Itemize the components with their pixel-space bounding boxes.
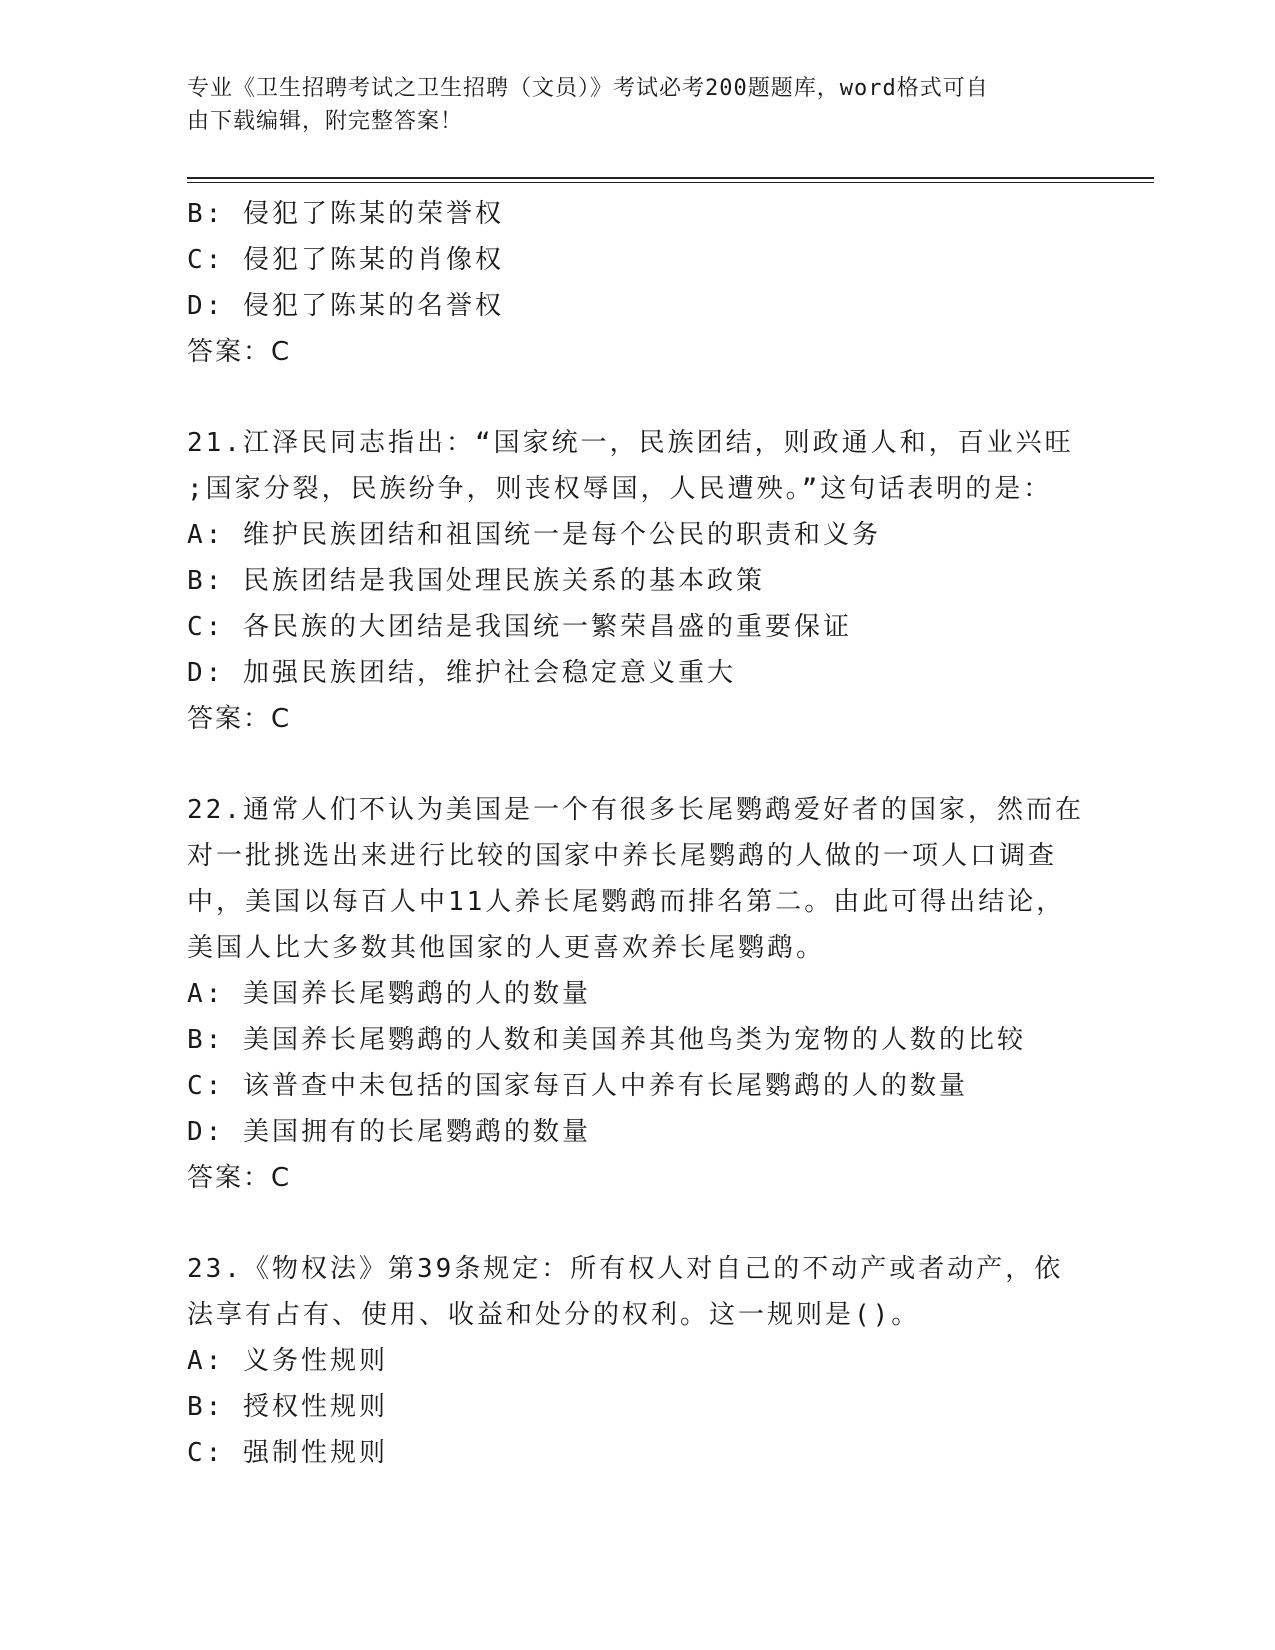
question-content (187, 191, 1087, 1476)
header-line-1: 专业《卫生招聘考试之卫生招聘（文员）》考试必考200题题库，word格式可自 (187, 76, 989, 101)
option-a: A: 义务性规则 (187, 1346, 388, 1376)
question-stem-line: 法享有占有、使用、收益和处分的权利。这一规则是()。 (187, 1300, 921, 1330)
question-stem-line: ;国家分裂，民族纷争，则丧权辱国，人民遭殃。”这句话表明的是： (187, 474, 1053, 504)
question-block-21 (187, 420, 1087, 742)
header-divider-thin (187, 182, 1154, 183)
option-c: C: 强制性规则 (187, 1438, 388, 1468)
question-stem-line: 对一批挑选出来进行比较的国家中养长尾鹦鹉的人做的一项人口调查 (187, 841, 1058, 871)
option-d: D: 美国拥有的长尾鹦鹉的数量 (187, 1117, 591, 1147)
header-divider (187, 177, 1154, 179)
option-d: D: 侵犯了陈某的名誉权 (187, 291, 504, 321)
option-a: A: 维护民族团结和祖国统一是每个公民的职责和义务 (187, 520, 881, 550)
question-stem-line: 23.《物权法》第39条规定：所有权人对自己的不动产或者动产，依 (187, 1254, 1064, 1284)
spacer (187, 1201, 1087, 1246)
option-d: D: 加强民族团结，维护社会稳定意义重大 (187, 658, 736, 688)
option-b: B: 侵犯了陈某的荣誉权 (187, 199, 504, 229)
option-c: C: 各民族的大团结是我国统一繁荣昌盛的重要保证 (187, 612, 852, 642)
option-a: A: 美国养长尾鹦鹉的人的数量 (187, 979, 591, 1009)
option-b: B: 美国养长尾鹦鹉的人数和美国养其他鸟类为宠物的人数的比较 (187, 1025, 1026, 1055)
option-c: C: 该普查中未包括的国家每百人中养有长尾鹦鹉的人的数量 (187, 1071, 968, 1101)
option-c: C: 侵犯了陈某的肖像权 (187, 245, 504, 275)
answer-line: 答案：C (187, 337, 292, 367)
question-stem-line: 22.通常人们不认为美国是一个有很多长尾鹦鹉爱好者的国家，然而在 (187, 795, 1084, 825)
answer-line: 答案：C (187, 1163, 292, 1193)
document-header (187, 72, 1067, 138)
spacer (187, 375, 1087, 420)
spacer (187, 742, 1087, 787)
option-b: B: 民族团结是我国处理民族关系的基本政策 (187, 566, 765, 596)
question-stem-line: 21.江泽民同志指出：“国家统一，民族团结，则政通人和，百业兴旺 (187, 428, 1074, 458)
question-block-23 (187, 1246, 1087, 1476)
question-block-20 (187, 191, 1087, 375)
option-b: B: 授权性规则 (187, 1392, 388, 1422)
header-line-2: 由下载编辑，附完整答案！ (187, 109, 464, 134)
answer-line: 答案：C (187, 704, 292, 734)
question-stem-line: 中，美国以每百人中11人养长尾鹦鹉而排名第二。由此可得出结论， (187, 887, 1066, 917)
question-block-22 (187, 787, 1087, 1201)
question-stem-line: 美国人比大多数其他国家的人更喜欢养长尾鹦鹉。 (187, 933, 826, 963)
